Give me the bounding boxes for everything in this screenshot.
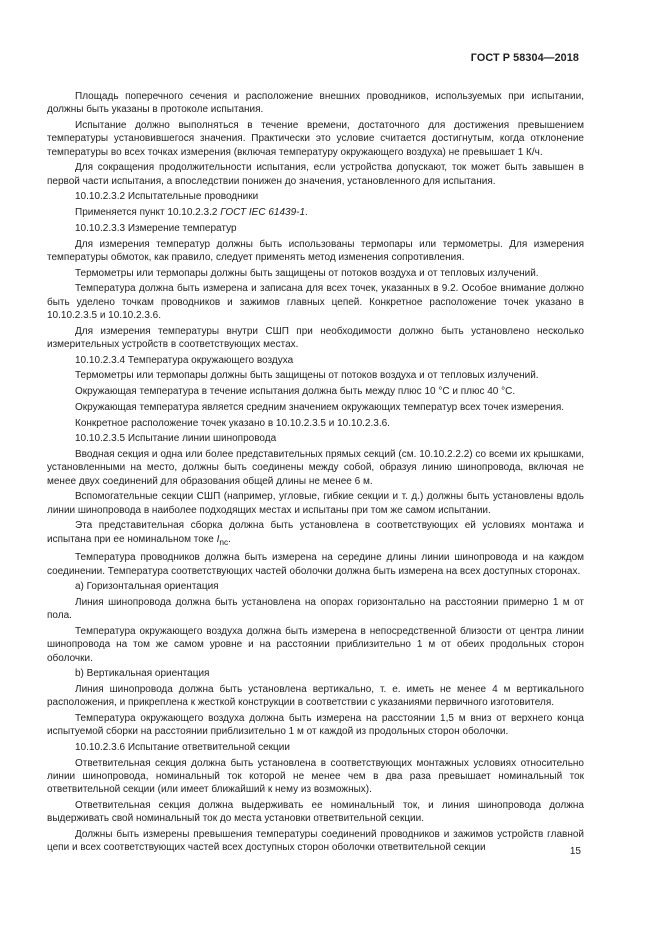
- clause-heading: 10.10.2.3.4 Температура окружающего воздуха: [75, 354, 294, 366]
- paragraph: Вводная секция и одна или более представительных прямых секций (см. 10.10.2.2.2) со всеми их крышками, установленными на место, должны быть соединены между собой, образуя линию шинопровода, включая не менее двух соединений для образования общей длины не менее 6 м.: [47, 449, 584, 487]
- clause-heading: 10.10.2.3.5 Испытание линии шинопровода: [75, 433, 277, 445]
- paragraph: Температура окружающего воздуха должна быть измерена на расстоянии 1,5 м вниз от верхнего конца испытуемой сборки на расстоянии приблизительно 1 м от каждой из продольных сторон оболочки.: [47, 713, 584, 738]
- page-number: 15: [569, 846, 581, 857]
- paragraph: Термометры или термопары должны быть защищены от потоков воздуха и от тепловых излучений.: [75, 267, 539, 279]
- reference-tail: .: [305, 207, 308, 218]
- clause-heading: 10.10.2.3.3 Измерение температур: [75, 222, 237, 234]
- paragraph: Ответвительная секция должна выдерживать ее номинальный ток, и линия шинопровода должна выдерживать свой номинальный ток до места установки ответвительной секции.: [47, 800, 584, 825]
- paragraph: Испытание должно выполняться в течение времени, достаточного для достижения превышением температуры установившегося значения. Практически это условие считается достигнутым, когда отклонение температуры во всех точках измерения (включая температуру окружающего воздуха) не превышает 1 К/ч.: [47, 120, 584, 158]
- rated-current-subscript: nc: [219, 536, 229, 547]
- paragraph: Площадь поперечного сечения и расположение внешних проводников, используемых при испытании, должны быть указаны в протоколе испытания.: [47, 91, 584, 116]
- paragraph-with-reference: [47, 206, 584, 219]
- paragraph: Температура окружающего воздуха должна быть измерена в непосредственной близости от центра линии шинопровода на том же самом уровне и на расстоянии приблизительно 1 м от обеих продольных сторон оболочки.: [47, 626, 584, 664]
- paragraph: Окружающая температура является средним значением окружающих температур всех точек измерения.: [75, 401, 565, 413]
- clause-heading: 10.10.2.3.2 Испытательные проводники: [75, 191, 259, 203]
- paragraph: Ответвительная секция должна быть установлена в соответствующих монтажных условиях относительно линии шинопровода, номинальный ток которой не менее чем в два раза превышает номинальный ток ответвительной секции (или имеет ближайший к нему из возможных).: [47, 757, 584, 796]
- paragraph: Для измерения температуры внутри СШП при необходимости должно быть установлено несколько измерительных устройств в соответствующих местах.: [47, 325, 584, 350]
- standard-reference: ГОСТ IEC 61439-1: [220, 207, 306, 218]
- paragraph: Линия шинопровода должна быть установлена вертикально, т. е. иметь не менее 4 м вертикального расположения, и прикреплена к жесткой конструкции в соответствии с указаниями первичного изготовителя.: [47, 684, 584, 709]
- paragraph: Для сокращения продолжительности испытания, если устройства допускают, ток может быть завышен в первой части испытания, а впоследствии понижен до значения, установленного для испытания.: [47, 162, 584, 187]
- paragraph: Линия шинопровода должна быть установлена на опорах горизонтально на расстоянии примерно 1 м от пола.: [47, 597, 584, 622]
- paragraph: Должны быть измерены превышения температуры соединений проводников и зажимов устройств главной цепи и всех соответствующих частей всех доступных сторон оболочки ответвительной секции: [47, 829, 584, 854]
- paragraph: Температура проводников должна быть измерена на середине длины линии шинопровода и на каждом соединении. Температура соответствующих частей оболочки должна быть измерена на всех доступных сторонах.: [47, 552, 584, 577]
- paragraph-text: Эта представительная сборка должна быть установлена в соответствующих ей условиях монтажа и испытана при ее номинальном токе: [47, 520, 584, 545]
- standard-header: ГОСТ Р 58304—2018: [470, 52, 579, 64]
- paragraph: Температура должна быть измерена и записана для всех точек, указанных в 9.2. Особое внимание должно быть уделено точкам проводников и зажимов главных цепей. Конкретное расположение точек указано в 10.10.2.3.5 и 10.10.2.3.6.: [47, 283, 584, 321]
- body-text: [47, 90, 584, 857]
- clause-heading: 10.10.2.3.6 Испытание ответвительной секции: [75, 742, 290, 753]
- list-heading: b) Вертикальная ориентация: [75, 668, 210, 680]
- paragraph-with-symbol: [47, 519, 584, 549]
- paragraph: Для измерения температур должны быть использованы термопары или термометры. Для измерения температуры обмоток, как правило, следует применять метод изменения сопротивления.: [47, 238, 584, 263]
- paragraph-text: Применяется пункт 10.10.2.3.2: [75, 207, 221, 218]
- list-heading: а) Горизонтальная ориентация: [75, 581, 219, 593]
- symbol-tail: .: [228, 533, 231, 545]
- paragraph: Термометры или термопары должны быть защищены от потоков воздуха и от тепловых излучений.: [75, 370, 539, 382]
- paragraph: Конкретное расположение точек указано в 10.10.2.3.5 и 10.10.2.3.6.: [75, 417, 390, 429]
- rated-current-symbol: I: [216, 533, 220, 545]
- paragraph: Вспомогательные секции СШП (например, угловые, гибкие секции и т. д.) должны быть установлены вдоль линии шинопровода в наиболее подходящих местах и испытаны при том же самом испытании.: [47, 491, 584, 516]
- paragraph: Окружающая температура в течение испытания должна быть между плюс 10 °С и плюс 40 °С.: [75, 386, 516, 397]
